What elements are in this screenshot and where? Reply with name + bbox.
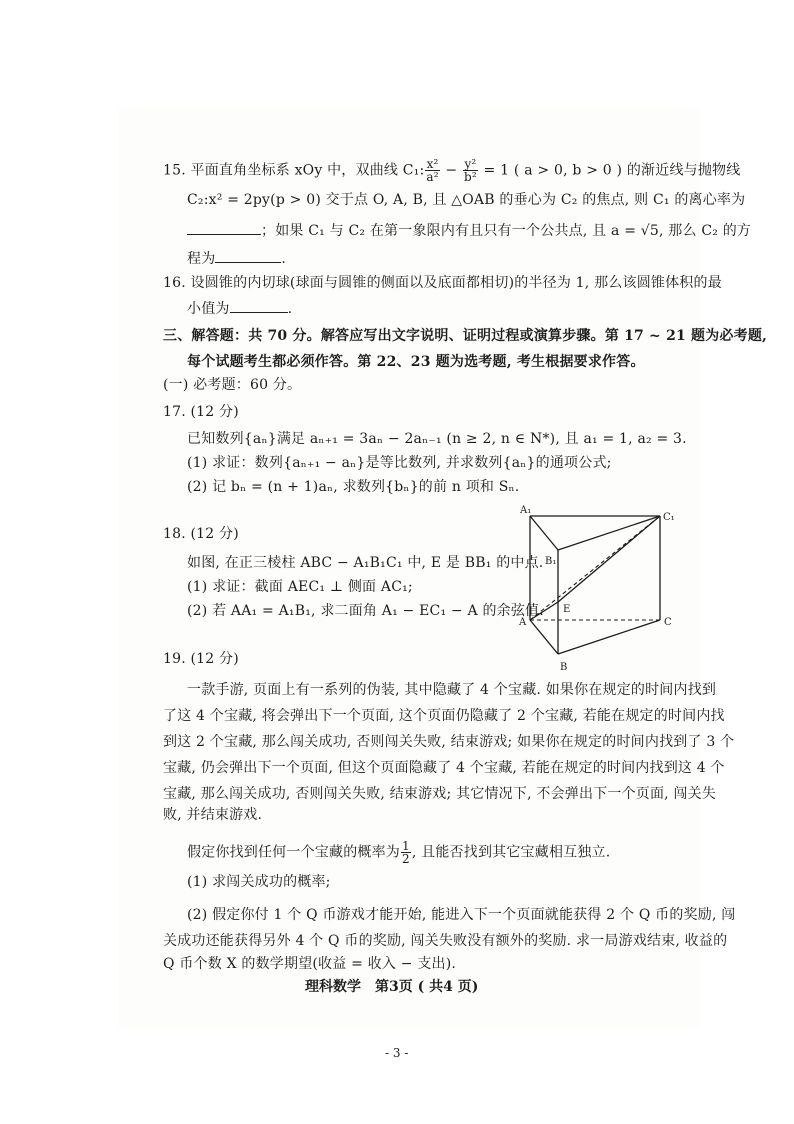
edge-a1-b1 xyxy=(530,516,558,550)
prism-edges xyxy=(530,516,660,654)
problem-15-text-d: 程为 xyxy=(187,251,216,267)
fraction-denominator: a² xyxy=(426,170,439,184)
problem-16-text-a: 小值为 xyxy=(187,301,230,317)
label-e: E xyxy=(563,604,571,615)
edge-a-e xyxy=(530,602,558,620)
section-3-line-2: 每个试题考生都必须作答。第 22、23 题为选考题, 考生根据要求作答。 xyxy=(187,354,645,370)
minus-sign: − xyxy=(440,162,462,179)
problem-19-heading: 19. (12 分) xyxy=(163,651,239,667)
problem-17-line-2: (1) 求证：数列{aₙ₊₁ − aₙ}是等比数列, 并求数列{aₙ}的通项公式; xyxy=(187,455,612,471)
problem-17-heading: 17. (12 分) xyxy=(163,404,239,420)
problem-15-text-b: = 1 ( a > 0, b > 0 ) 的渐近线与抛物线 xyxy=(478,162,741,179)
prism-figure xyxy=(508,500,694,676)
label-a: A xyxy=(519,617,527,628)
problem-18-line-1: 如图, 在正三棱柱 ABC − A₁B₁C₁ 中, E 是 BB₁ 的中点. xyxy=(187,555,544,571)
edge-b1-c1 xyxy=(558,516,660,550)
problem-16-text-b: . xyxy=(287,301,293,317)
label-c: C xyxy=(664,617,672,628)
label-b1: B₁ xyxy=(545,556,557,567)
problem-19-paragraph-line: 到这 2 个宝藏, 那么闯关成功, 否则闯关失败, 结束游戏; 如果你在规定的时间内找到了 3 个 xyxy=(163,734,735,750)
problem-15-text-c: ；如果 C₁ 与 C₂ 在第一象限内有且只有一个公共点, 且 a = √5, 那么 C₂ 的方 xyxy=(261,223,752,239)
problem-17-line-1: 已知数列{aₙ}满足 aₙ₊₁ = 3aₙ − 2aₙ₋₁ (n ≥ 2, n ∈ N*), 且 a₁ = 1, a₂ = 3. xyxy=(187,431,687,447)
problem-15-text-a: 15. 平面直角坐标系 xOy 中，双曲线 C₁: xyxy=(163,162,425,179)
problem-19-question-2-line: Q 币个数 X 的数学期望(收益 = 收入 − 支出). xyxy=(163,956,457,972)
page-footer: 理科数学 第3页 ( 共4 页) xyxy=(305,979,479,995)
hyperbola-fraction-y xyxy=(463,158,478,183)
label-a1: A₁ xyxy=(520,505,532,516)
problem-19-paragraph-line: 一款手游, 页面上有一系列的伪装, 其中隐藏了 4 个宝藏. 如果你在规定的时间内找到 xyxy=(187,682,717,698)
fraction-numerator: x² xyxy=(426,157,439,171)
problem-17-line-3: (2) 记 bₙ = (n + 1)aₙ, 求数列{bₙ}的前 n 项和 Sₙ. xyxy=(187,479,520,495)
problem-19-text-b: , 且能否找到其它宝藏相互独立. xyxy=(411,844,611,861)
problem-15-line-1 xyxy=(163,158,740,183)
problem-19-paragraph-line: 宝藏, 仍会弹出下一个页面, 但这个页面隐藏了 4 个宝藏, 若能在规定的时间内找到这 4 个 xyxy=(163,760,725,776)
problem-19-paragraph-line: 了这 4 个宝藏, 将会弹出下一个页面, 这个页面仍隐藏了 2 个宝藏, 若能在规定的时间内找 xyxy=(163,708,725,724)
section-3-line-1: 三、解答题：共 70 分。解答应写出文字说明、证明过程或演算步骤。第 17 ~ 21 题为必考题, xyxy=(163,328,768,344)
problem-19-paragraph-line: 宝藏, 那么闯关成功, 否则闯关失败, 结束游戏; 其它情况下, 不会弹出下一个页面, 闯关失 xyxy=(163,786,717,802)
problem-19-probability-line xyxy=(187,840,610,865)
hyperbola-fraction-x xyxy=(425,158,439,183)
problem-18-heading: 18. (12 分) xyxy=(163,526,239,542)
problem-19-question-2-line: (2) 假定你付 1 个 Q 币游戏才能开始, 能进入下一个页面就能获得 2 个 Q 币的奖励, 闯 xyxy=(187,907,736,923)
edge-e-c1 xyxy=(558,516,660,602)
prism-hidden-edges xyxy=(530,516,660,620)
label-b: B xyxy=(560,662,568,673)
problem-19-question-2-line: 关成功还能获得另外 4 个 Q 币的奖励, 闯关失败没有额外的奖励. 求一局游戏结束, 收益的 xyxy=(163,933,728,949)
edge-b-c xyxy=(558,620,660,654)
problem-16-line-1: 16. 设圆锥的内切球(球面与圆锥的侧面以及底面都相切)的半径为 1, 那么该圆锥体积的最 xyxy=(163,275,722,291)
problem-15-text-e: . xyxy=(281,251,287,267)
answer-blank xyxy=(215,250,281,263)
fraction-denominator: 2 xyxy=(402,852,410,866)
fraction-numerator: y² xyxy=(464,157,477,171)
hidden-edge-a-c1 xyxy=(530,516,660,620)
answer-blank xyxy=(230,300,288,313)
problem-15-line-4 xyxy=(187,250,286,268)
fraction-denominator: b² xyxy=(464,170,477,184)
problem-18-line-3: (2) 若 AA₁ = A₁B₁, 求二面角 A₁ − EC₁ − A 的余弦值. xyxy=(187,603,544,619)
problem-15-line-2: C₂:x² = 2py(p > 0) 交于点 O, A, B, 且 △OAB 的垂心为 C₂ 的焦点, 则 C₁ 的离心率为 xyxy=(187,192,746,208)
section-3-line-3: (一) 必考题：60 分。 xyxy=(163,377,302,393)
problem-18-line-2: (1) 求证：截面 AEC₁ ⊥ 侧面 AC₁; xyxy=(187,579,413,595)
edge-a-b xyxy=(530,620,558,654)
problem-19-text-a: 假定你找到任何一个宝藏的概率为 xyxy=(187,844,400,861)
label-c1: C₁ xyxy=(663,512,675,523)
problem-19-question-1: (1) 求闯关成功的概率; xyxy=(187,874,331,890)
problem-19-paragraph-line: 败, 并结束游戏. xyxy=(163,807,263,823)
problem-16-line-2 xyxy=(187,300,292,318)
answer-blank xyxy=(187,222,261,235)
page-number: - 3 - xyxy=(385,1046,409,1060)
problem-15-line-3 xyxy=(187,222,751,240)
probability-fraction xyxy=(401,840,411,865)
fraction-numerator: 1 xyxy=(402,839,410,853)
